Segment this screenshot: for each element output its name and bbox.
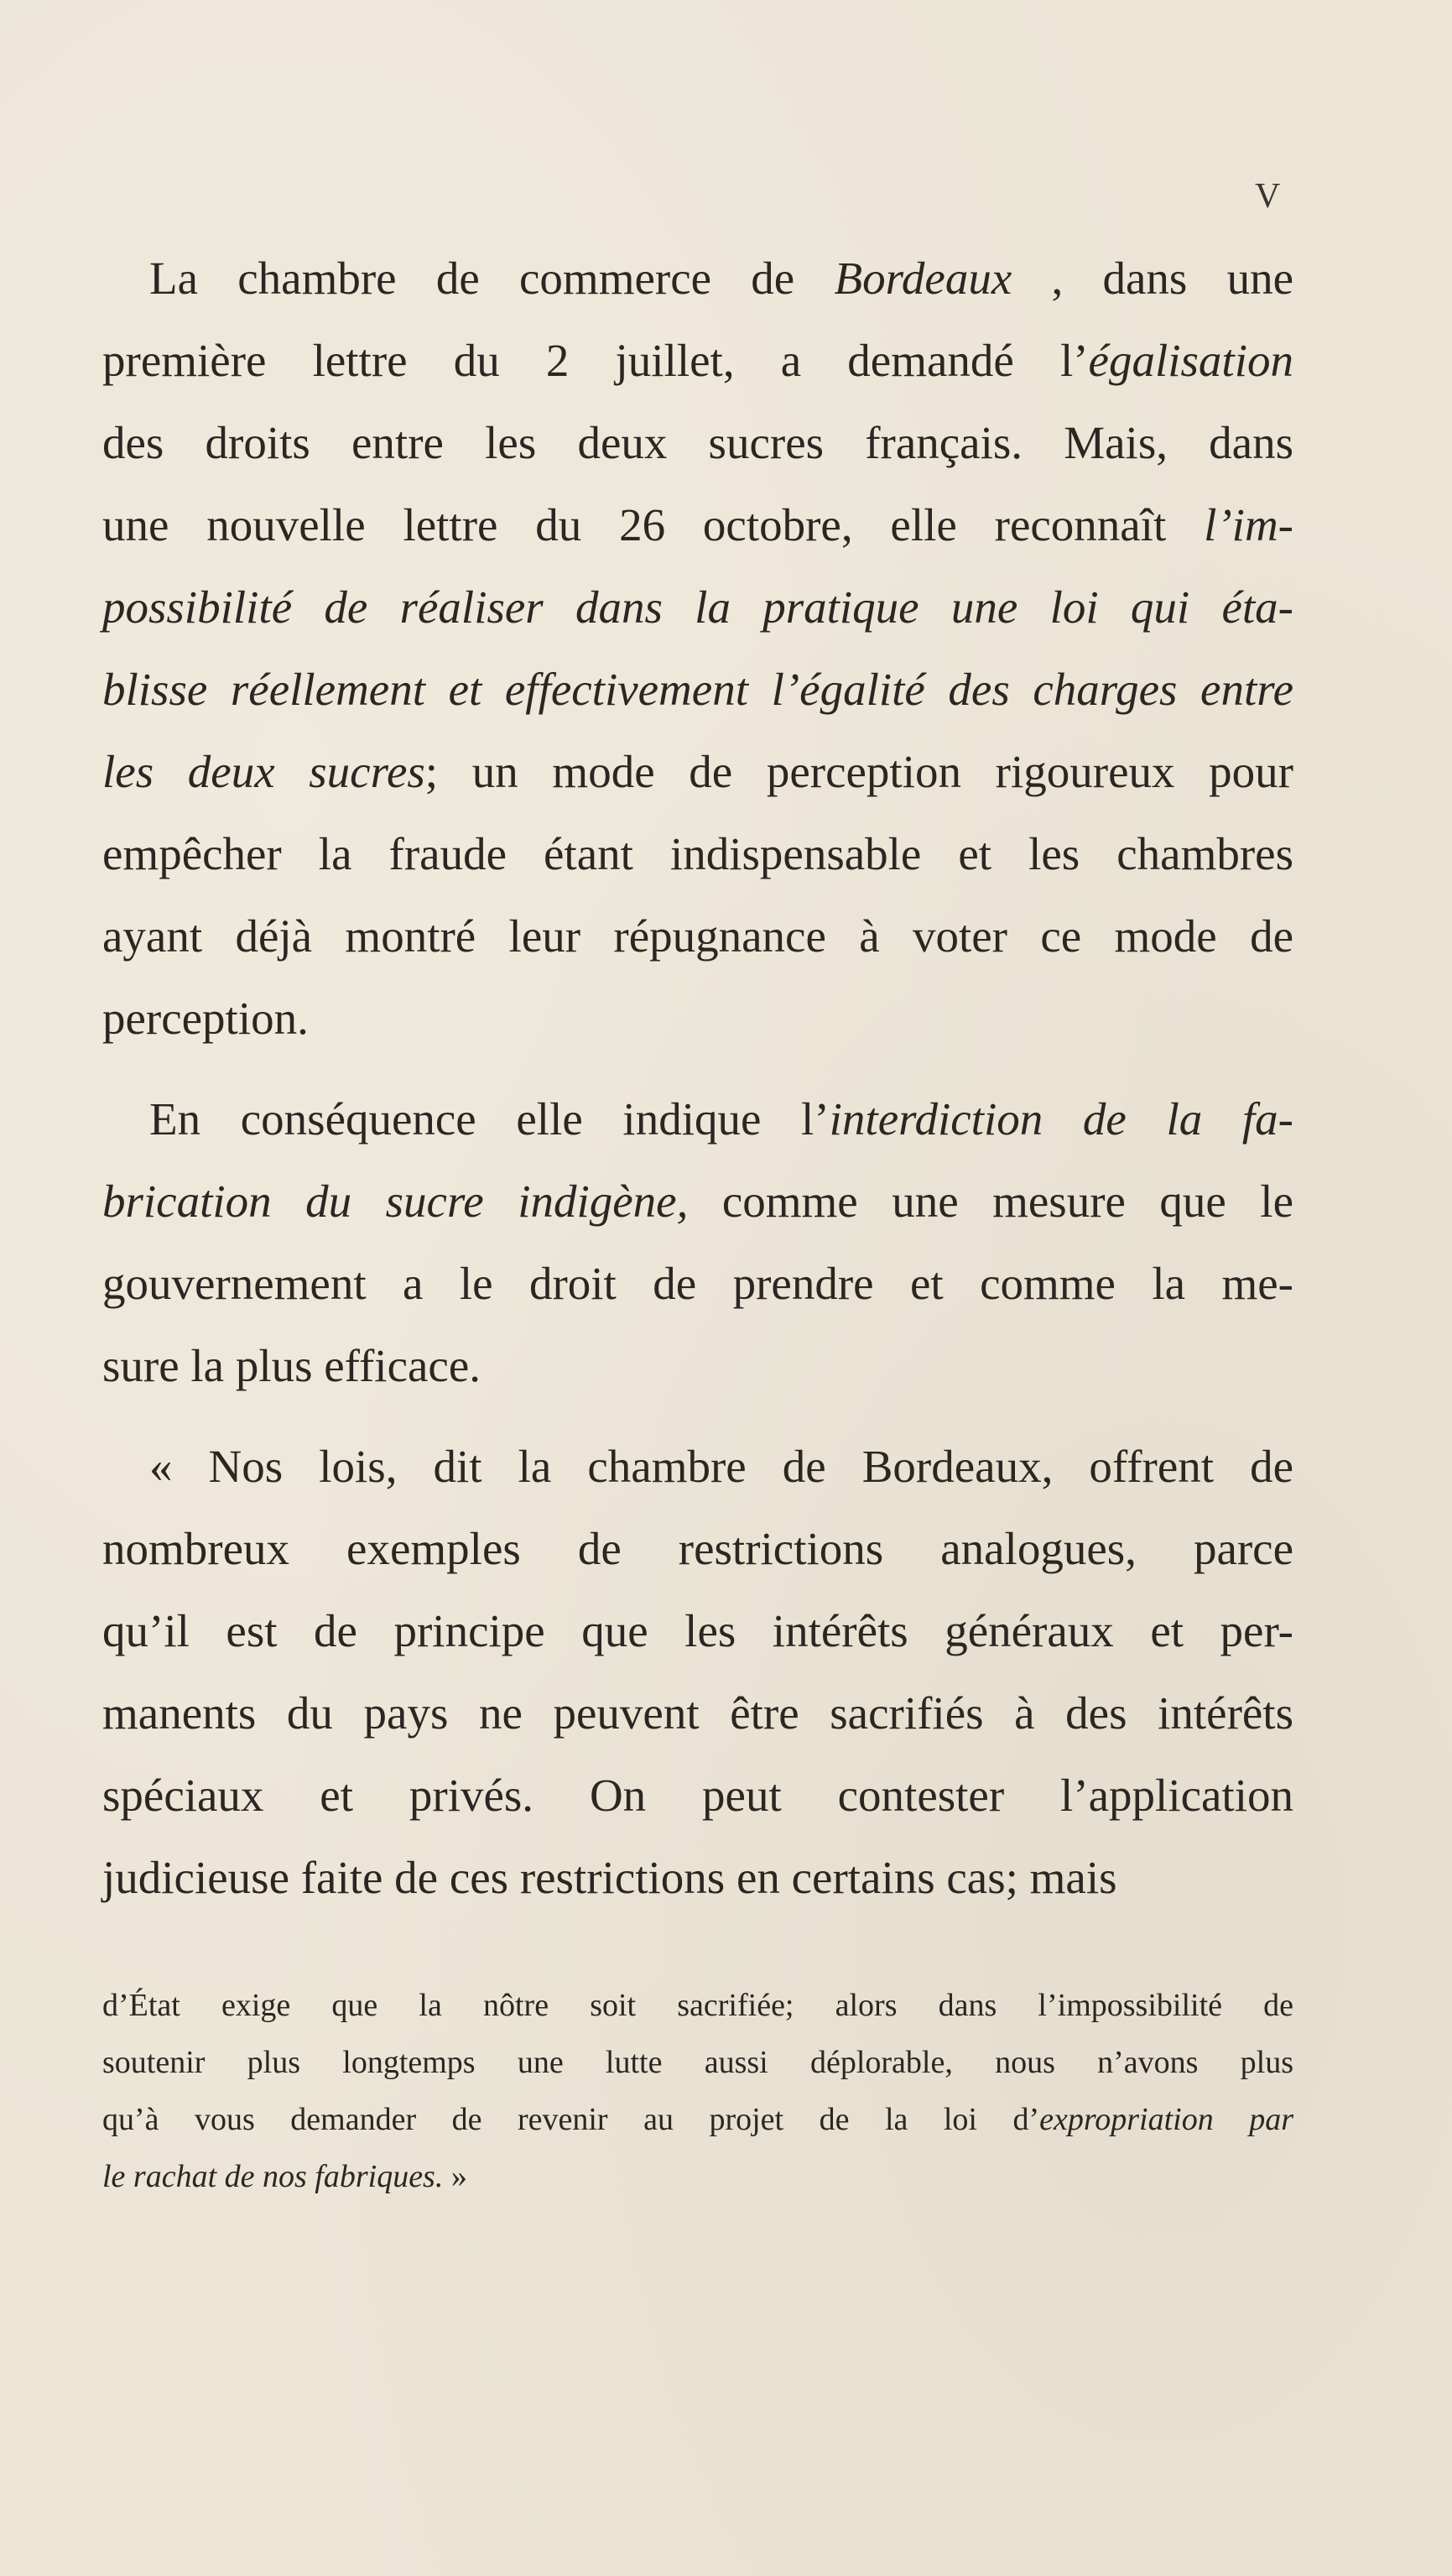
italic-text-run: blisse réellement et effectivement l’égalité des charges entre [102,664,1293,715]
page-number: V [1255,177,1282,216]
text-run: manents du pays ne peuvent être sacrifiés à des intérêts [102,1687,1293,1739]
text-run: perception. [102,993,309,1044]
text-line [102,566,1293,649]
italic-text-run: Bordeaux [834,253,1012,304]
text-run: une nouvelle lettre du 26 octobre, elle reconnaît [102,499,1205,550]
italic-text-run: brication du sucre indigène, [102,1176,689,1227]
text-line [102,2034,1293,2091]
text-run: , dans une [1012,253,1294,304]
text-run: sure la plus efficace. [102,1340,481,1391]
text-run: gouvernement a le droit de prendre et comme la me- [102,1258,1293,1309]
text-run: La chambre de commerce de [149,253,835,304]
italic-text-run: égalisation [1088,335,1293,386]
text-line [102,1590,1293,1672]
text-run: qu’il est de principe que les intérêts généraux et per- [102,1605,1293,1656]
text-run: judicieuse faite de ces restrictions en certains cas; mais [102,1852,1117,1903]
text-line [102,1325,1293,1407]
text-line [102,484,1293,566]
text-run: d’État exige que la nôtre soit sacrifiée; alors dans l’impossibilité de [102,1988,1293,2023]
text-line [102,1426,1293,1508]
text-line [102,813,1293,895]
body-text [102,237,1293,1919]
text-line [102,1837,1293,1919]
text-line [102,649,1293,731]
text-line [102,1672,1293,1755]
text-run: des droits entre les deux sucres français. Mais, dans [102,417,1293,468]
paragraph-1 [102,237,1293,1060]
text-run: nombreux exemples de restrictions analogues, parce [102,1523,1293,1574]
text-line [102,1977,1293,2034]
text-run: En conséquence elle indique l’ [149,1093,830,1145]
text-line [102,2148,1293,2205]
text-line [102,895,1293,978]
text-line [102,1755,1293,1837]
text-line [102,731,1293,813]
italic-text-run: l’im- [1204,499,1293,550]
text-line [102,978,1293,1060]
text-line [102,1160,1293,1243]
text-run: » [443,2159,467,2194]
text-run: soutenir plus longtemps une lutte aussi déplorable, nous n’avons plus [102,2045,1293,2080]
text-run: comme une mesure que le [688,1176,1293,1227]
text-line [102,1243,1293,1325]
italic-text-run: expropriation par [1039,2102,1293,2137]
text-run: spéciaux et privés. On peut contester l’application [102,1770,1293,1821]
text-run: ; un mode de perception rigoureux pour [424,746,1293,797]
text-line [102,320,1293,402]
text-line [102,402,1293,484]
text-run: qu’à vous demander de revenir au projet de la loi d’ [102,2102,1040,2137]
text-line [102,1078,1293,1160]
text-line [102,1508,1293,1590]
paragraph-2 [102,1078,1293,1407]
text-line [102,237,1293,320]
italic-text-run: les deux sucres [102,746,425,797]
paragraph-3 [102,1426,1293,1919]
footnote [102,1977,1293,2205]
italic-text-run: possibilité de réaliser dans la pratique une loi qui éta- [102,581,1293,633]
paragraph-gap [102,1407,1293,1426]
text-line [102,2091,1293,2148]
paragraph-gap [102,1060,1293,1078]
italic-text-run: interdiction de la fa- [829,1093,1293,1145]
italic-text-run: le rachat de nos fabriques. [102,2159,444,2194]
text-run: « Nos lois, dit la chambre de Bordeaux, offrent de [149,1441,1293,1492]
text-run: empêcher la fraude étant indispensable et les chambres [102,828,1293,879]
text-run: ayant déjà montré leur répugnance à voter ce mode de [102,910,1293,962]
text-run: première lettre du 2 juillet, a demandé l’ [102,335,1089,386]
